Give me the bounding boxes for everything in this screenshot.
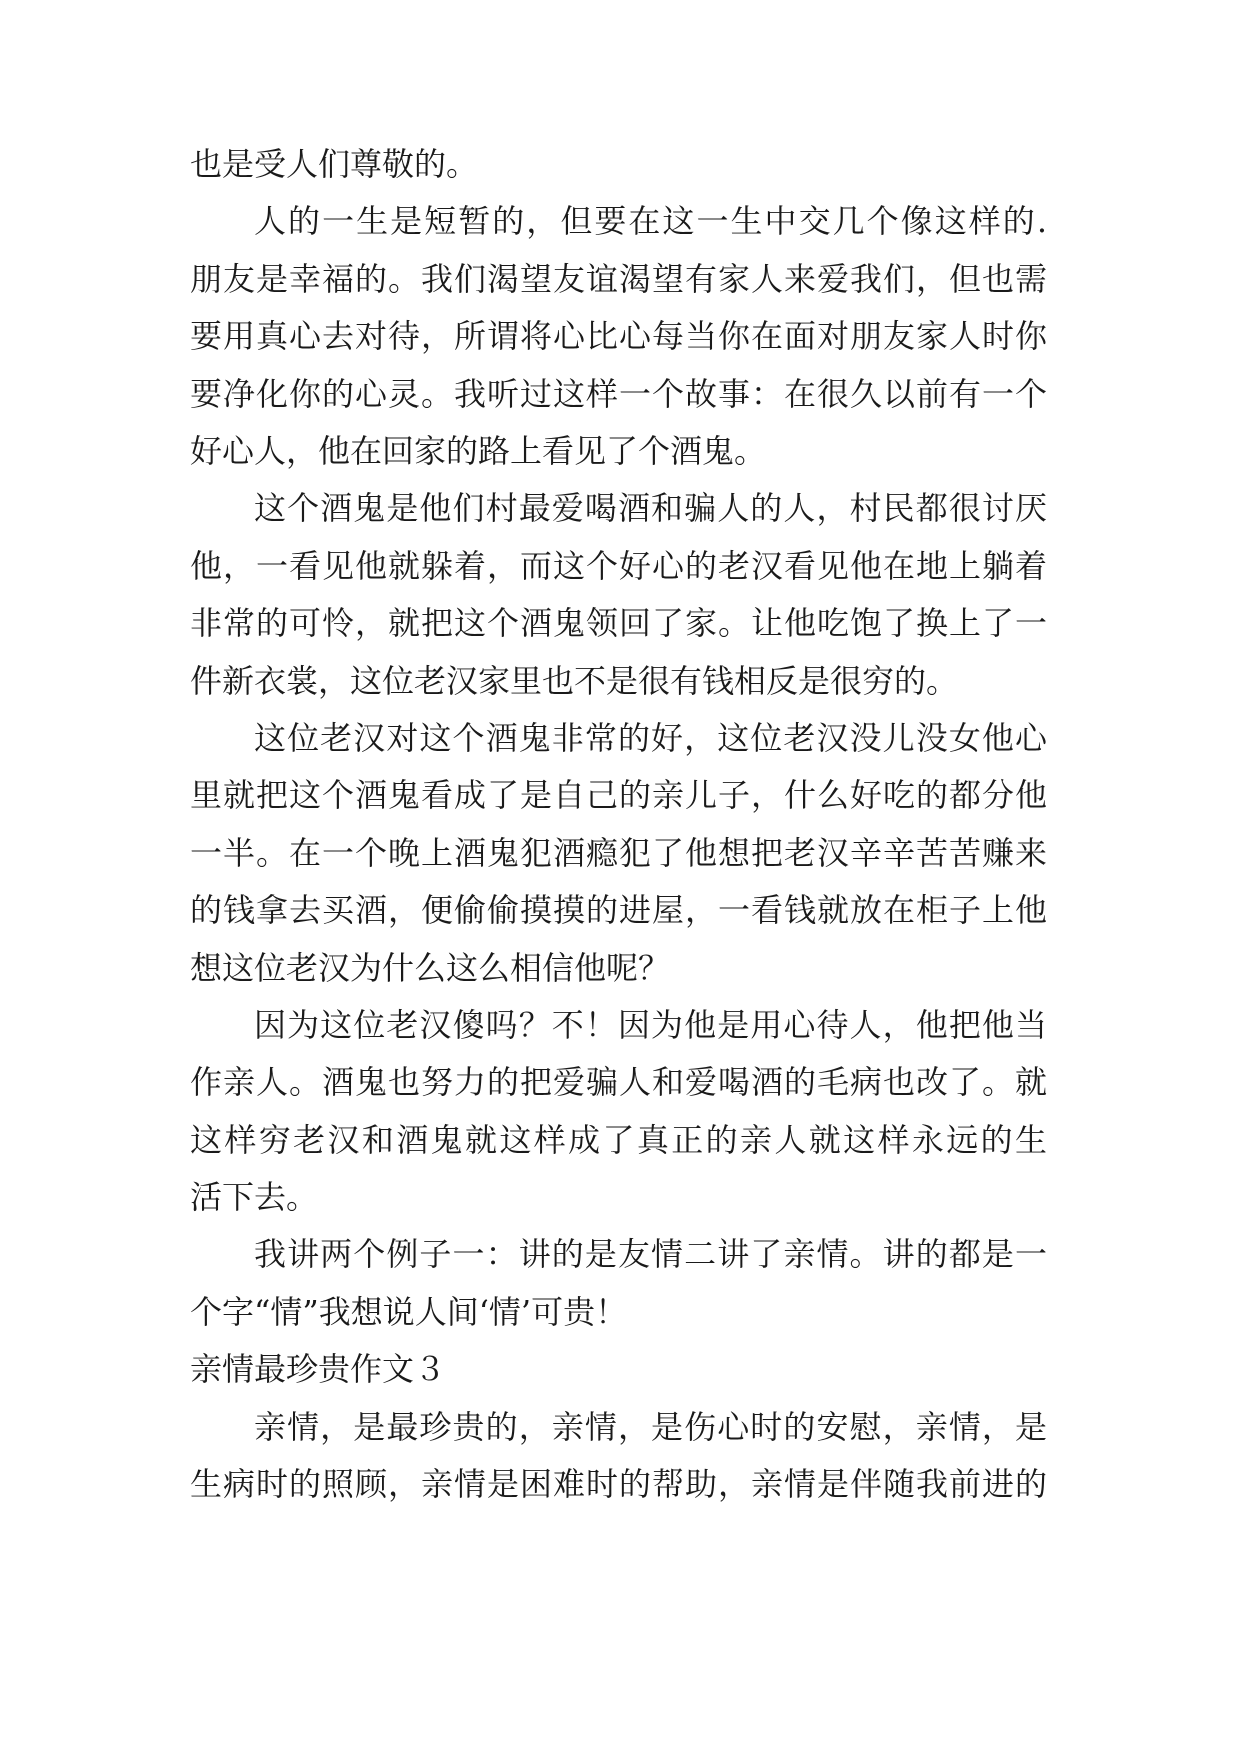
text-line: 生病时的照顾，亲情是困难时的帮助，亲情是伴随我前进的	[190, 1465, 1047, 1503]
text-line: 这样穷老汉和酒鬼就这样成了真正的亲人就这样永远的生	[190, 1121, 1047, 1159]
paragraph-first-line: 这位老汉对这个酒鬼非常的好，这位老汉没儿没女他心	[254, 719, 1047, 757]
text-line: 他，一看见他就躲着，而这个好心的老汉看见他在地上躺着	[190, 547, 1047, 585]
text-line: 个字“情”我想说人间‘情’可贵！	[190, 1293, 628, 1331]
paragraph-first-line: 亲情，是最珍贵的，亲情，是伤心时的安慰，亲情，是	[254, 1408, 1047, 1446]
text-line: 要用真心去对待，所谓将心比心每当你在面对朋友家人时你	[190, 317, 1047, 355]
paragraph-first-line: 这个酒鬼是他们村最爱喝酒和骗人的人，村民都很讨厌	[254, 489, 1047, 527]
text-line: 的钱拿去买酒，便偷偷摸摸的进屋，一看钱就放在柜子上他	[190, 891, 1047, 929]
text-line: 好心人，他在回家的路上看见了个酒鬼。	[190, 432, 767, 470]
text-line: 非常的可怜，就把这个酒鬼领回了家。让他吃饱了换上了一	[190, 604, 1047, 642]
text-line: 活下去。	[190, 1178, 319, 1216]
text-line: 一半。在一个晚上酒鬼犯酒瘾犯了他想把老汉辛辛苦苦赚来	[190, 834, 1047, 872]
paragraph-first-line: 人的一生是短暂的，但要在这一生中交几个像这样的.	[254, 202, 1047, 240]
text-line: 作亲人。酒鬼也努力的把爱骗人和爱喝酒的毛病也改了。就	[190, 1063, 1047, 1101]
text-line: 也是受人们尊敬的。	[190, 145, 479, 183]
section-heading: 亲情最珍贵作文３	[190, 1350, 447, 1388]
text-line: 想这位老汉为什么这么相信他呢？	[190, 949, 671, 987]
paragraph-first-line: 因为这位老汉傻吗？不！因为他是用心待人，他把他当	[254, 1006, 1047, 1044]
text-line: 里就把这个酒鬼看成了是自己的亲儿子，什么好吃的都分他	[190, 776, 1047, 814]
text-line: 要净化你的心灵。我听过这样一个故事：在很久以前有一个	[190, 375, 1047, 413]
text-line: 件新衣裳，这位老汉家里也不是很有钱相反是很穷的。	[190, 662, 959, 700]
text-line: 朋友是幸福的。我们渴望友谊渴望有家人来爱我们，但也需	[190, 260, 1047, 298]
paragraph-first-line: 我讲两个例子一：讲的是友情二讲了亲情。讲的都是一	[254, 1235, 1047, 1273]
